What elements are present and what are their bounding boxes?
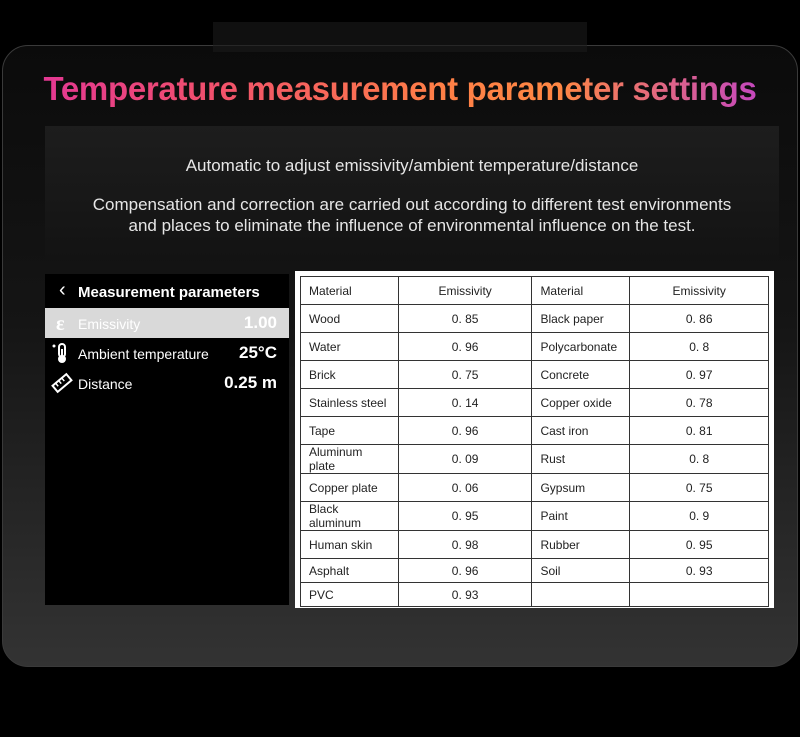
table-row xyxy=(301,445,769,474)
param-value: 0.25 m xyxy=(224,373,277,392)
material-cell: Paint xyxy=(532,502,630,531)
param-label: Ambient temperature xyxy=(78,346,209,362)
material-cell: Polycarbonate xyxy=(532,333,630,361)
material-cell: PVC xyxy=(301,583,399,607)
material-cell: Concrete xyxy=(532,361,630,389)
table-row xyxy=(301,417,769,445)
material-cell: Tape xyxy=(301,417,399,445)
material-cell: Copper plate xyxy=(301,474,399,502)
table-row xyxy=(301,333,769,361)
emissivity-cell: 0. 09 xyxy=(398,445,532,474)
emissivity-cell: 0. 75 xyxy=(630,474,769,502)
header-material: Material xyxy=(301,277,399,305)
material-cell: Rust xyxy=(532,445,630,474)
table-row xyxy=(301,531,769,559)
table-row xyxy=(301,559,769,583)
emissivity-cell: 0. 14 xyxy=(398,389,532,417)
material-cell: Brick xyxy=(301,361,399,389)
table-row xyxy=(301,502,769,531)
info-line-2b: and places to eliminate the influence of environmental influence on the test. xyxy=(128,216,696,235)
material-cell: Asphalt xyxy=(301,559,399,583)
emissivity-cell: 0. 78 xyxy=(630,389,769,417)
emissivity-cell: 0. 9 xyxy=(630,502,769,531)
tape-measure-icon xyxy=(51,372,73,394)
table-row xyxy=(301,305,769,333)
material-cell: Gypsum xyxy=(532,474,630,502)
emissivity-cell: 0. 98 xyxy=(398,531,532,559)
table-row xyxy=(301,583,769,607)
material-cell: Copper oxide xyxy=(532,389,630,417)
emissivity-cell: 0. 85 xyxy=(398,305,532,333)
material-cell xyxy=(532,583,630,607)
device-screen xyxy=(45,274,289,605)
material-cell: Rubber xyxy=(532,531,630,559)
table-row xyxy=(301,389,769,417)
table-row xyxy=(301,361,769,389)
device-header-title: Measurement parameters xyxy=(78,284,260,301)
header-emissivity: Emissivity xyxy=(398,277,532,305)
emissivity-cell: 0. 93 xyxy=(398,583,532,607)
chevron-left-icon[interactable]: ‹ xyxy=(59,279,66,301)
header-material: Material xyxy=(532,277,630,305)
emissivity-table xyxy=(300,276,769,607)
page-title: Temperature measurement parameter settings xyxy=(0,70,800,114)
emissivity-cell: 0. 8 xyxy=(630,445,769,474)
param-label: Distance xyxy=(78,376,133,392)
param-row-distance[interactable] xyxy=(45,368,289,398)
emissivity-cell: 0. 93 xyxy=(630,559,769,583)
material-cell: Black aluminum xyxy=(301,502,399,531)
epsilon-icon xyxy=(51,312,73,334)
param-value: 25°C xyxy=(239,343,277,362)
info-line-2 xyxy=(45,194,779,236)
device-header xyxy=(45,274,289,308)
emissivity-cell: 0. 86 xyxy=(630,305,769,333)
emissivity-cell: 0. 06 xyxy=(398,474,532,502)
emissivity-cell: 0. 96 xyxy=(398,417,532,445)
emissivity-cell: 0. 95 xyxy=(630,531,769,559)
info-panel xyxy=(45,126,779,260)
emissivity-cell: 0. 81 xyxy=(630,417,769,445)
emissivity-cell: 0. 8 xyxy=(630,333,769,361)
material-cell: Water xyxy=(301,333,399,361)
emissivity-cell: 0. 75 xyxy=(398,361,532,389)
table-row xyxy=(301,474,769,502)
material-cell: Human skin xyxy=(301,531,399,559)
decorative-bar xyxy=(213,22,587,52)
emissivity-cell xyxy=(630,583,769,607)
param-label: Emissivity xyxy=(78,316,141,332)
info-line-1: Automatic to adjust emissivity/ambient temperature/distance xyxy=(185,156,639,175)
header-emissivity: Emissivity xyxy=(630,277,769,305)
material-cell: Aluminum plate xyxy=(301,445,399,474)
material-cell: Wood xyxy=(301,305,399,333)
material-cell: Soil xyxy=(532,559,630,583)
material-cell: Cast iron xyxy=(532,417,630,445)
emissivity-cell: 0. 97 xyxy=(630,361,769,389)
info-line-2a: Compensation and correction are carried out according to different test environments xyxy=(92,195,732,214)
material-cell: Black paper xyxy=(532,305,630,333)
svg-text:ε: ε xyxy=(56,313,65,334)
param-value: 1.00 xyxy=(243,313,277,332)
emissivity-cell: 0. 96 xyxy=(398,333,532,361)
material-cell: Stainless steel xyxy=(301,389,399,417)
emissivity-cell: 0. 95 xyxy=(398,502,532,531)
param-row-ambient-temperature[interactable] xyxy=(45,338,289,368)
thermometer-icon xyxy=(51,342,73,364)
table-header-row xyxy=(301,277,769,305)
param-row-emissivity[interactable] xyxy=(45,308,289,338)
emissivity-table-panel xyxy=(295,271,774,608)
emissivity-cell: 0. 96 xyxy=(398,559,532,583)
